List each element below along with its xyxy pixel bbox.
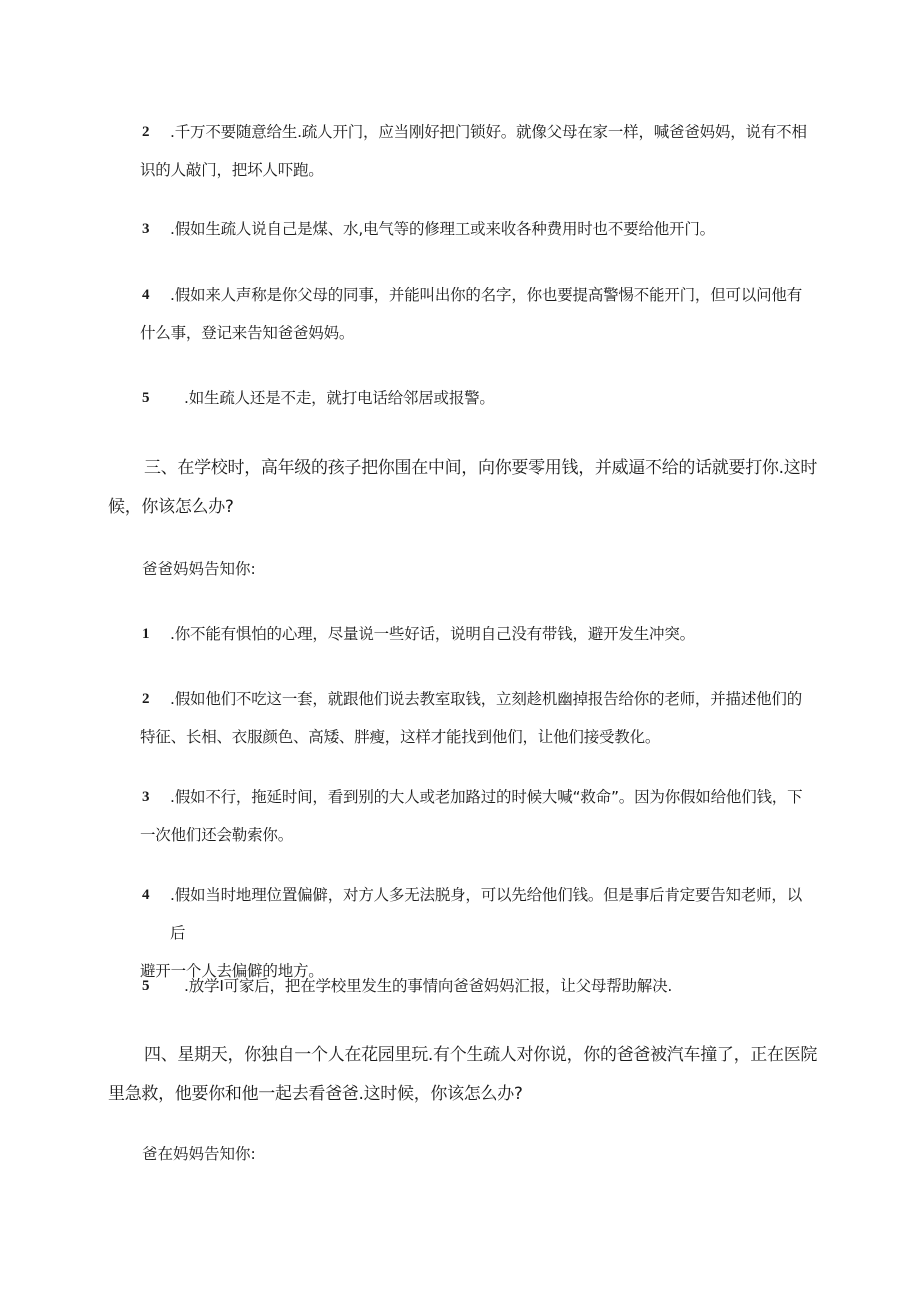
item-continuation: 什么事，登记来告知爸爸妈妈。 (140, 324, 355, 342)
item-number: 3 (142, 221, 150, 237)
item-text (140, 276, 812, 352)
section-heading-text: 四、星期天，你独自一个人在花园里玩.有个生疏人对你说，你的爸爸被汽车撞了，正在医院里急救，他要你和他一起去看爸爸.这时候，你该怎么办? (108, 1045, 818, 1104)
item-number: 5 (142, 978, 150, 994)
item-continuation: 识的人敲门，把坏人吓跑。 (140, 161, 324, 179)
item-text (140, 113, 812, 189)
item-number: 4 (142, 887, 150, 903)
intro-text: 爸爸妈妈告知你: (142, 560, 256, 578)
item-line: .千万不要随意给生.疏人开门，应当刚好把门锁好。就像父母在家一样，喊爸爸妈妈，说有不相 (170, 123, 807, 141)
item-number: 3 (142, 789, 150, 805)
item-text (184, 379, 812, 417)
item-line: .假如当时地理位置偏僻，对方人多无法脱身，可以先给他们钱。但是事后肯定要告知老师，以后 (170, 886, 803, 942)
item-line: .放学I可家后，把在学校里发生的事情向爸爸妈妈汇报，让父母帮助解决. (184, 977, 673, 995)
section-heading-text: 三、在学校时，高年级的孩子把你围在中间，向你要零用钱，并威逼不给的话就要打你.这时候，你该怎么办? (108, 458, 818, 517)
item-line: .假如生疏人说自己是煤、水,电气等的修理工或来收各种费用时也不要给他开门。 (170, 220, 715, 238)
item-line: .假如他们不吃这一套，就跟他们说去教室取钱，立刻趁机幽掉报告给你的老师，并描述他们的 (170, 690, 803, 708)
item-number: 4 (142, 287, 150, 303)
item-number: 5 (142, 390, 150, 406)
item-continuation: 避开一个人去偏僻的地方。 (140, 962, 324, 980)
item-line: .假如不行，拖延时间，看到别的大人或老加路过的时候大喊“救命”。因为你假如给他们钱，下 (170, 788, 803, 806)
item-number: 1 (142, 626, 150, 642)
item-line: .你不能有惧怕的心理，尽量说一些好话，说明自己没有带钱，避开发生冲突。 (170, 625, 695, 643)
item-continuation: 一次他们还会勒索你。 (140, 826, 294, 844)
item-line: .如生疏人还是不走，就打电话给邻居或报警。 (184, 389, 495, 407)
item-text (184, 967, 812, 1005)
item-text (170, 615, 812, 653)
item-text (170, 210, 812, 248)
intro-text: 爸在妈妈告知你: (142, 1145, 256, 1163)
item-text (140, 778, 812, 854)
item-line: .假如来人声称是你父母的同事，并能叫出你的名字，你也要提高警惕不能开门，但可以问他有 (170, 286, 803, 304)
item-continuation: 特征、长相、衣服颜色、高矮、胖瘦，这样才能找到他们，让他们接受教化。 (140, 728, 661, 746)
item-number: 2 (142, 124, 150, 140)
item-number: 2 (142, 691, 150, 707)
item-text (140, 680, 812, 756)
